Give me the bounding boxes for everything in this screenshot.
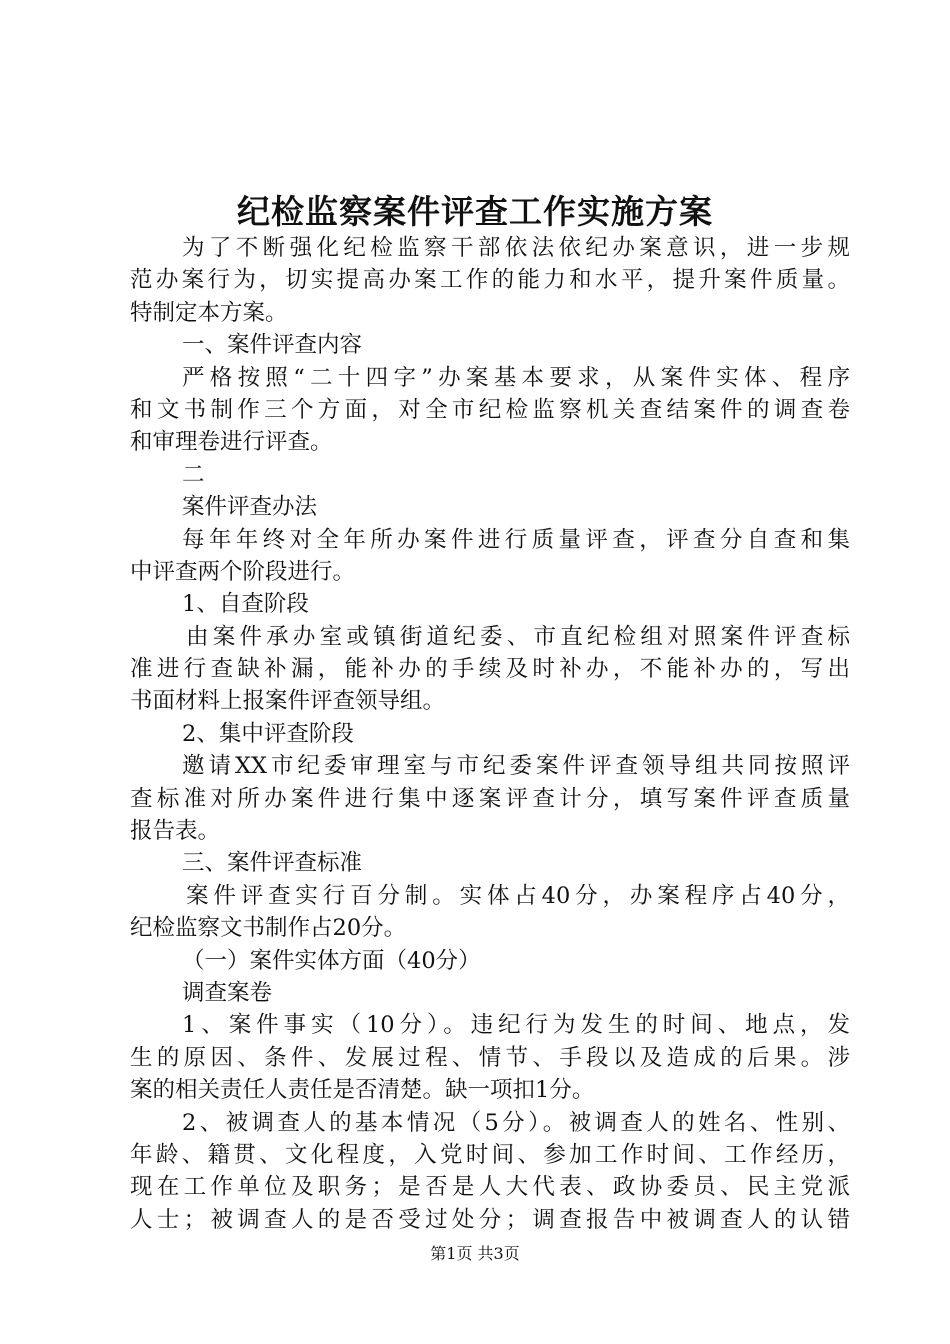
section-heading: 三、案件评查标准 bbox=[182, 850, 363, 877]
page-footer: 第1页 共3页 bbox=[430, 1244, 520, 1263]
subsection-heading: 2、集中评查阶段 bbox=[182, 720, 354, 747]
paragraph-line: 查标准对所办案件进行集中逐案评查计分，填写案件评查质量 bbox=[130, 785, 850, 812]
subsection-heading: 1、自查阶段 bbox=[182, 591, 309, 618]
paragraph-line: 邀请XX市纪委审理室与市纪委案件评查领导组共同按照评 bbox=[182, 753, 850, 780]
paragraph-line: 为了不断强化纪检监察干部依法依纪办案意识，进一步规 bbox=[182, 235, 850, 261]
paragraph-line: 准进行查缺补漏，能补办的手续及时补办，不能补办的，写出 bbox=[130, 656, 850, 683]
paragraph-line: 严格按照“二十四字”办案基本要求，从案件实体、程序 bbox=[182, 364, 850, 391]
paragraph-line: 生的原因、条件、发展过程、情节、手段以及造成的后果。涉 bbox=[130, 1044, 850, 1071]
paragraph-line: 现在工作单位及职务；是否是人大代表、政协委员、民主党派 bbox=[130, 1174, 850, 1201]
section-heading: 案件评查办法 bbox=[182, 494, 318, 521]
paragraph-line: 纪检监察文书制作占20分。 bbox=[130, 915, 407, 942]
paragraph-line: 每年年终对全年所办案件进行质量评查，评查分自查和集 bbox=[182, 526, 850, 553]
subsection-heading: 调查案卷 bbox=[182, 979, 273, 1006]
paragraph-line: 报告表。 bbox=[130, 818, 221, 845]
section-heading: 二 bbox=[182, 461, 205, 488]
paragraph-line: 书面材料上报案件评查领导组。 bbox=[130, 688, 446, 715]
paragraph-line: 中评查两个阶段进行。 bbox=[130, 558, 356, 585]
paragraph-line: 和文书制作三个方面，对全市纪检监察机关查结案件的调查卷 bbox=[130, 396, 850, 423]
paragraph-line: 范办案行为，切实提高办案工作的能力和水平，提升案件质量。 bbox=[130, 267, 850, 294]
paragraph-line: 案件评查实行百分制。实体占40分，办案程序占40分， bbox=[186, 882, 850, 909]
document-title: 纪检监察案件评查工作实施方案 bbox=[237, 192, 713, 231]
paragraph-line: 年龄、籍贯、文化程度，入党时间、参加工作时间、工作经历， bbox=[130, 1141, 850, 1168]
paragraph-line: 特制定本方案。 bbox=[130, 299, 288, 326]
paragraph-line: 由案件承办室或镇街道纪委、市直纪检组对照案件评查标 bbox=[186, 623, 850, 650]
paragraph-line: 案的相关责任人责任是否清楚。缺一项扣1分。 bbox=[130, 1077, 595, 1104]
paragraph-line: 人士；被调查人的是否受过处分；调查报告中被调查人的认错 bbox=[130, 1206, 850, 1233]
paragraph-line: 1、案件事实（10分）。违纪行为发生的时间、地点，发 bbox=[182, 1012, 850, 1039]
section-heading: 一、案件评查内容 bbox=[182, 332, 363, 359]
subsection-heading: （一）案件实体方面（40分） bbox=[182, 947, 481, 974]
document-body bbox=[130, 232, 850, 1236]
paragraph-line: 和审理卷进行评查。 bbox=[130, 429, 333, 456]
paragraph-line: 2、被调查人的基本情况（5分）。被调查人的姓名、性别、 bbox=[182, 1109, 850, 1136]
